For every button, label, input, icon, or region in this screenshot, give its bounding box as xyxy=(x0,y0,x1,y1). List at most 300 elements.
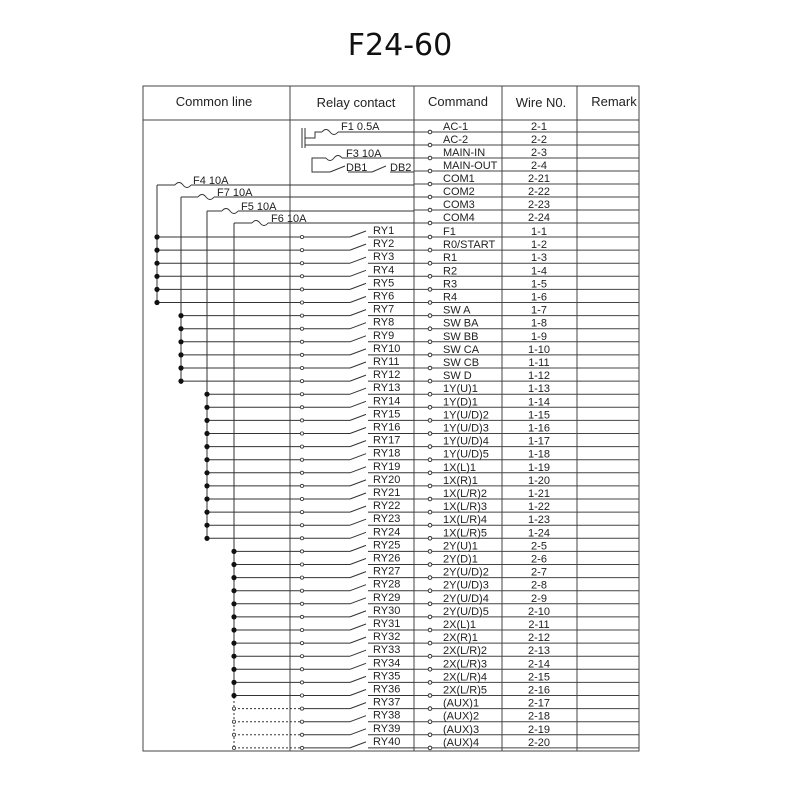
relay-label: RY5 xyxy=(373,277,395,290)
relay-label: RY29 xyxy=(373,591,401,604)
command-label: SW BB xyxy=(443,330,479,343)
relay-label: RY11 xyxy=(373,356,400,368)
fuse-f3-symbol xyxy=(326,156,342,161)
relay-label: RY15 xyxy=(373,408,401,421)
fuse-f1-symbol xyxy=(322,130,338,135)
contact-terminal xyxy=(300,681,303,684)
relay-row xyxy=(231,579,639,594)
fuse-f5-symbol xyxy=(222,209,238,214)
contact-terminal xyxy=(300,380,303,383)
wire-label: 2-5 xyxy=(531,540,547,553)
relay-row xyxy=(231,566,639,581)
command-label: (AUX)4 xyxy=(443,736,480,749)
contact-terminal xyxy=(300,458,303,461)
relay-switch xyxy=(350,362,366,368)
relay-label: RY1 xyxy=(373,225,395,237)
wire-label: 1-14 xyxy=(527,396,551,409)
terminal-dot xyxy=(428,169,432,173)
header-remark: Remark xyxy=(591,94,637,109)
relay-row xyxy=(178,330,639,345)
wire-label: 2-6 xyxy=(531,553,547,566)
header-common-line: Common line xyxy=(175,94,253,109)
relay-switch xyxy=(350,310,366,316)
wire-label: 2-23 xyxy=(527,199,551,211)
relay-label: RY35 xyxy=(373,670,401,683)
contact-terminal xyxy=(300,314,303,317)
relay-row xyxy=(204,474,639,489)
contact-terminal xyxy=(300,353,303,356)
bus-node xyxy=(204,418,209,423)
relay-row xyxy=(154,251,639,266)
relay-switch xyxy=(350,585,366,591)
command-label: MAIN-IN xyxy=(443,147,486,159)
terminal-dot xyxy=(428,353,432,357)
relay-switch xyxy=(350,506,366,512)
command-label: COM4 xyxy=(443,212,475,224)
terminal-dot xyxy=(428,340,432,344)
relay-label: RY39 xyxy=(373,722,401,735)
bus-node xyxy=(154,274,159,279)
relay-label: RY27 xyxy=(373,565,401,578)
fuse-f4-label: F4 10A xyxy=(193,175,229,187)
contact-terminal xyxy=(300,733,303,736)
relay-row xyxy=(231,684,639,699)
relay-switch xyxy=(350,742,366,748)
contact-terminal xyxy=(300,510,303,513)
bus-node-open xyxy=(232,720,235,723)
terminal-dot xyxy=(428,130,432,134)
bus-node xyxy=(178,326,183,331)
terminal-dot xyxy=(428,208,432,212)
top-rows xyxy=(414,121,639,225)
relay-rows xyxy=(154,225,639,750)
command-label: 2Y(U/D)3 xyxy=(443,579,489,592)
relay-row xyxy=(154,291,639,306)
relay-switch xyxy=(350,532,366,538)
relay-label: RY9 xyxy=(373,329,395,342)
relay-row xyxy=(232,736,639,750)
command-label: 2X(L/R)2 xyxy=(443,645,488,658)
command-label: SW D xyxy=(443,370,472,383)
relay-label: RY40 xyxy=(373,735,401,748)
command-label: AC-1 xyxy=(443,121,469,133)
diagram-title: F24-60 xyxy=(347,28,453,63)
relay-label: RY4 xyxy=(373,264,395,277)
command-label: 2Y(U)1 xyxy=(443,540,478,553)
wire-label: 2-22 xyxy=(527,186,551,198)
bus-node xyxy=(178,313,183,318)
relay-row xyxy=(204,422,639,437)
command-label: AC-2 xyxy=(443,134,469,146)
wire-label: 2-8 xyxy=(531,579,547,592)
contact-terminal xyxy=(300,694,303,697)
wire-label: 2-10 xyxy=(527,605,551,618)
wire-label: 2-11 xyxy=(528,619,550,631)
top-row xyxy=(414,186,639,199)
bus-node xyxy=(231,693,236,698)
contact-terminal xyxy=(300,275,303,278)
terminal-dot xyxy=(428,301,432,305)
bus-node xyxy=(231,601,236,606)
wire-label: 2-21 xyxy=(527,173,551,185)
relay-switch xyxy=(350,401,366,407)
terminal-dot xyxy=(428,681,432,685)
top-row xyxy=(414,199,639,212)
bus-node xyxy=(231,549,236,554)
command-label: 1Y(U/D)2 xyxy=(443,409,489,422)
bus-node xyxy=(231,588,236,593)
contact-terminal xyxy=(300,249,303,252)
relay-switch xyxy=(350,559,366,565)
relay-label: RY21 xyxy=(373,487,401,499)
wire-label: 1-3 xyxy=(531,252,547,265)
wire-label: 1-6 xyxy=(531,291,547,304)
relay-label: RY37 xyxy=(373,696,401,709)
relay-switch xyxy=(350,336,366,342)
wire-label: 2-18 xyxy=(527,710,551,723)
bus-node xyxy=(154,248,159,253)
command-label: 2Y(D)1 xyxy=(443,553,478,566)
contact-terminal xyxy=(300,563,303,566)
bus-node xyxy=(231,614,236,619)
bus-node xyxy=(204,444,209,449)
wire-label: 2-19 xyxy=(527,723,551,736)
command-label: 2X(L/R)5 xyxy=(443,684,488,697)
relay-switch xyxy=(350,297,366,303)
contact-terminal xyxy=(300,589,303,592)
contact-terminal xyxy=(300,288,303,291)
relay-label: RY6 xyxy=(373,290,395,303)
relay-switch xyxy=(350,611,366,617)
terminal-dot xyxy=(428,720,432,724)
command-label: COM3 xyxy=(443,199,475,211)
bus-node xyxy=(178,365,183,370)
relay-row xyxy=(178,304,639,319)
terminal-dot xyxy=(428,497,432,501)
relay-row xyxy=(178,356,639,371)
terminal-dot xyxy=(428,589,432,593)
contact-terminal xyxy=(300,432,303,435)
db1-switch xyxy=(330,166,345,172)
top-row xyxy=(414,121,639,134)
command-label: (AUX)3 xyxy=(443,723,480,736)
relay-label: RY38 xyxy=(373,709,401,722)
command-label: MAIN-OUT xyxy=(443,160,498,172)
relay-label: RY18 xyxy=(373,447,401,460)
breaker-db2-label: DB2 xyxy=(390,162,412,174)
relay-switch xyxy=(350,480,366,486)
relay-switch xyxy=(350,428,366,434)
bus-node-open xyxy=(232,707,235,710)
relay-label: RY30 xyxy=(373,604,401,617)
contact-terminal xyxy=(300,668,303,671)
bus-node xyxy=(154,287,159,292)
terminal-dot xyxy=(428,221,432,225)
bus-node xyxy=(204,496,209,501)
relay-label: RY12 xyxy=(373,369,401,382)
wire-label: 1-7 xyxy=(531,304,547,317)
breaker-db1-label: DB1 xyxy=(346,162,368,174)
wire-label: 2-4 xyxy=(531,160,547,172)
contact-terminal xyxy=(300,550,303,553)
header-wire-no: Wire N0. xyxy=(515,95,567,110)
command-label: 2X(R)1 xyxy=(443,632,478,645)
command-label: 1Y(U/D)4 xyxy=(443,435,489,448)
contact-terminal xyxy=(300,327,303,330)
bus-node xyxy=(154,300,159,305)
terminal-dot xyxy=(428,379,432,383)
db2-switch xyxy=(372,166,386,172)
command-label: 1X(L)1 xyxy=(443,461,477,474)
command-label: 2X(L)1 xyxy=(443,619,477,631)
wire-label: 1-1 xyxy=(531,226,547,238)
wire-label: 1-16 xyxy=(527,422,551,435)
wire-label: 1-13 xyxy=(527,383,551,396)
bus-node xyxy=(231,562,236,567)
relay-row xyxy=(231,631,639,646)
relay-switch xyxy=(350,519,366,525)
contact-terminal xyxy=(300,406,303,409)
relay-switch xyxy=(350,231,366,237)
wire-label: 2-9 xyxy=(531,592,547,605)
command-label: SW CA xyxy=(443,343,480,356)
wire-label: 2-24 xyxy=(527,212,551,224)
relay-row xyxy=(231,657,639,672)
terminal-dot xyxy=(428,707,432,711)
bus-node xyxy=(204,523,209,528)
fuse-f5-label: F5 10A xyxy=(241,201,277,213)
bus-node xyxy=(231,654,236,659)
bus-node xyxy=(154,234,159,239)
relay-label: RY10 xyxy=(373,342,401,355)
wire-label: 1-9 xyxy=(531,330,547,343)
terminal-dot xyxy=(428,510,432,514)
bus-node xyxy=(204,536,209,541)
contact-terminal xyxy=(300,445,303,448)
terminal-dot xyxy=(428,602,432,606)
contact-terminal xyxy=(300,393,303,396)
terminal-dot xyxy=(428,261,432,265)
relay-switch xyxy=(350,545,366,551)
relay-row xyxy=(204,513,639,528)
wire-label: 2-3 xyxy=(531,147,547,159)
wire-label: 1-20 xyxy=(527,474,551,487)
wire-label: 1-4 xyxy=(531,265,547,278)
wire-label: 1-21 xyxy=(527,488,551,500)
relay-label: RY32 xyxy=(373,631,401,644)
fuse-f7-symbol xyxy=(198,195,214,200)
contact-terminal xyxy=(300,340,303,343)
relay-row xyxy=(204,461,639,476)
relay-row xyxy=(204,487,639,502)
wire-label: 1-12 xyxy=(527,370,551,383)
relay-row xyxy=(204,435,639,450)
terminal-dot xyxy=(428,327,432,331)
relay-label: RY26 xyxy=(373,552,401,565)
command-label: R2 xyxy=(443,265,458,278)
relay-switch xyxy=(350,663,366,669)
terminal-dot xyxy=(428,445,432,449)
relay-label: RY16 xyxy=(373,421,401,434)
bus-node xyxy=(231,680,236,685)
relay-label: RY23 xyxy=(373,513,401,526)
terminal-dot xyxy=(428,563,432,567)
command-label: 2X(L/R)3 xyxy=(443,658,488,671)
command-label: COM1 xyxy=(443,173,475,185)
command-label: 1X(L/R)4 xyxy=(443,514,488,527)
terminal-dot xyxy=(428,523,432,527)
terminal-dot xyxy=(428,275,432,279)
terminal-dot xyxy=(428,576,432,580)
relay-label: RY20 xyxy=(373,473,401,486)
wire-label: 2-7 xyxy=(531,566,547,579)
relay-row xyxy=(178,343,639,358)
command-label: 1Y(D)1 xyxy=(443,396,478,409)
wire-label: 1-18 xyxy=(527,448,551,461)
wire-label: 1-23 xyxy=(527,514,551,527)
relay-switch xyxy=(350,729,366,735)
wire-label: 2-17 xyxy=(527,697,551,710)
relay-switch xyxy=(350,454,366,460)
command-label: R1 xyxy=(443,252,458,265)
wire-label: 1-10 xyxy=(527,343,551,356)
relay-row xyxy=(204,408,639,423)
command-label: R0/START xyxy=(443,239,496,252)
relay-label: RY24 xyxy=(373,526,401,539)
contact-terminal xyxy=(300,602,303,605)
relay-label: RY33 xyxy=(373,644,401,657)
contact-terminal xyxy=(300,707,303,710)
contact-terminal xyxy=(300,262,303,265)
contact-terminal xyxy=(300,497,303,500)
relay-switch xyxy=(350,572,366,578)
command-label: 1X(R)1 xyxy=(443,474,478,487)
contact-terminal xyxy=(300,655,303,658)
command-label: R3 xyxy=(443,278,458,291)
bus-node xyxy=(204,431,209,436)
relay-label: RY3 xyxy=(373,251,395,264)
command-label: 1X(L/R)5 xyxy=(443,527,488,540)
wire-label: 1-2 xyxy=(531,239,547,252)
command-label: R4 xyxy=(443,291,458,304)
command-label: 1X(L/R)3 xyxy=(443,501,488,514)
wire-label: 1-19 xyxy=(527,461,551,474)
wire-label: 1-8 xyxy=(531,317,547,330)
relay-row xyxy=(154,225,639,240)
terminal-dot xyxy=(428,628,432,632)
fuse-f1-label: F1 0.5A xyxy=(341,121,380,133)
fuse-f4-symbol xyxy=(175,183,191,188)
command-label: SW A xyxy=(443,304,471,317)
contact-terminal xyxy=(300,628,303,631)
relay-label: RY22 xyxy=(373,500,401,513)
bus-node xyxy=(204,457,209,462)
bus-node xyxy=(231,641,236,646)
terminal-dot xyxy=(428,654,432,658)
relay-switch xyxy=(350,493,366,499)
wire-label: 2-12 xyxy=(527,632,551,645)
relay-row xyxy=(231,644,639,659)
terminal-dot xyxy=(428,537,432,541)
bus-node-open xyxy=(232,733,235,736)
relay-switch xyxy=(350,244,366,250)
command-label: 2Y(U/D)4 xyxy=(443,592,489,605)
terminal-dot xyxy=(428,406,432,410)
relay-row xyxy=(231,553,639,568)
contact-terminal xyxy=(300,484,303,487)
bus-node xyxy=(231,627,236,632)
terminal-dot xyxy=(428,668,432,672)
wire-label: 2-20 xyxy=(527,736,551,749)
terminal-dot xyxy=(428,550,432,554)
wire-label: 2-13 xyxy=(527,645,551,658)
relay-row xyxy=(232,697,639,711)
relay-switch xyxy=(350,323,366,329)
contact-terminal xyxy=(300,615,303,618)
relay-row xyxy=(204,448,639,463)
command-label: F1 xyxy=(443,226,456,238)
relay-row xyxy=(154,277,639,292)
relay-switch xyxy=(350,624,366,630)
relay-row xyxy=(204,500,639,515)
bus-node-open xyxy=(232,746,235,749)
fuse-f6-symbol xyxy=(252,221,268,226)
bus-node xyxy=(204,470,209,475)
relay-label: RY25 xyxy=(373,539,401,552)
command-label: 1X(L/R)2 xyxy=(443,488,488,500)
terminal-dot xyxy=(428,195,432,199)
f1-lead xyxy=(305,132,322,138)
wire-label: 2-1 xyxy=(531,121,547,133)
command-label: 2X(L/R)4 xyxy=(443,671,488,684)
header-relay-contact: Relay contact xyxy=(316,95,396,110)
terminal-dot xyxy=(428,694,432,698)
command-label: (AUX)2 xyxy=(443,710,480,723)
contact-terminal xyxy=(300,746,303,749)
relay-switch xyxy=(350,388,366,394)
relay-row xyxy=(231,539,639,554)
terminal-dot xyxy=(428,392,432,396)
top-row xyxy=(414,173,639,186)
terminal-dot xyxy=(428,432,432,436)
relay-label: RY7 xyxy=(373,303,395,316)
relay-switch xyxy=(350,349,366,355)
relay-switch xyxy=(350,690,366,696)
relay-row xyxy=(232,710,639,724)
relay-label: RY2 xyxy=(373,238,395,251)
relay-row xyxy=(231,618,639,633)
relay-label: RY36 xyxy=(373,683,401,696)
relay-row xyxy=(204,382,639,397)
wire-label: 2-15 xyxy=(527,671,551,684)
main-loop xyxy=(312,158,330,172)
contact-terminal xyxy=(300,524,303,527)
terminal-dot xyxy=(428,484,432,488)
terminal-dot xyxy=(428,156,432,160)
relay-row xyxy=(232,723,639,737)
terminal-dot xyxy=(428,248,432,252)
top-row xyxy=(414,212,639,225)
wire-label: 2-14 xyxy=(527,658,551,671)
relay-switch xyxy=(350,270,366,276)
relay-switch xyxy=(350,257,366,263)
terminal-dot xyxy=(428,615,432,619)
terminal-dot xyxy=(428,746,432,750)
relay-label: RY13 xyxy=(373,382,401,395)
contact-terminal xyxy=(300,471,303,474)
wire-label: 1-5 xyxy=(531,278,547,291)
bus-node xyxy=(178,352,183,357)
